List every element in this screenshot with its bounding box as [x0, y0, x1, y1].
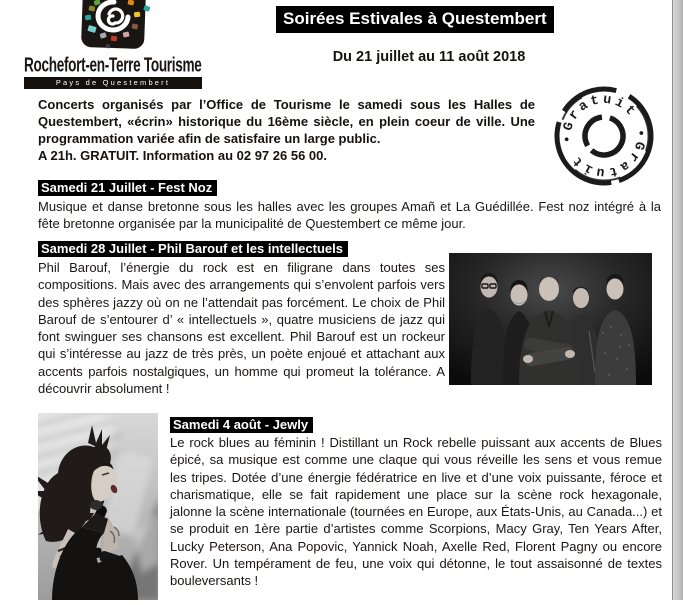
stamp-text: •Gratuit •Gratuit [560, 92, 648, 180]
intro-paragraph [38, 96, 535, 164]
gratuit-stamp-icon [544, 82, 664, 195]
section-heading-jewly: Samedi 4 août - Jewly [170, 417, 313, 433]
photo-jewly-singer [38, 413, 158, 605]
section-body-phil-barouf: Phil Barouf, l’énergie du rock est en filigrane dans toutes ses compositions. Mais avec des arrangements qui s’envolent parfois vers des sphères jazzy où on ne l’attendait pas forcément. Le choix de Phil Barouf de s’entourer d’ « intellectuels », quatre musiciens de jazz qui font swinguer ses chansons est excellent. Phil Barouf est un rockeur qui s’intéresse au jazz de très près, un poète enjoué et attachant aux accents parfois nostalgiques, un homme qui promeut la tolérance. A découvrir absolument ! [38, 260, 445, 397]
tourism-logo-icon [76, 0, 152, 55]
intro-text: Concerts organisés par l’Office de Tourisme le samedi sous les Halles de Questembert, «écrin» historique du 16ème siècle, en plein coeur de ville. Une programmation variée afin de satisfaire un large public. [38, 97, 535, 146]
viewer-edge-gutter [672, 0, 683, 600]
section-body-fest-noz: Musique et danse bretonne sous les halles avec les groupes Amañ et La Guédillée. Fest noz intégré à la fête bretonne organisée par la municipalité de Questembert ce même jour. [38, 199, 661, 232]
section-heading-fest-noz: Samedi 21 Juillet - Fest Noz [38, 180, 217, 196]
org-tagline: Pays de Questembert [24, 77, 202, 89]
section-heading-phil-barouf: Samedi 28 Juillet - Phil Barouf et les intellectuels [38, 241, 348, 257]
page-title: Soirées Estivales à Questembert [276, 6, 554, 33]
org-name: Rochefort-en-Terre Tourisme [24, 54, 202, 77]
intro-contact: A 21h. GRATUIT. Information au 02 97 26 56 00. [38, 148, 327, 163]
section-body-jewly: Le rock blues au féminin ! Distillant un Rock rebelle puissant aux accents de Blues épicé, sa musique est comme une claque qui vous réveille les sens et vous remue les tripes. Dotée d’une énergie fédératrice en live et d’une voix puissante, féroce et charismatique, elle se fait rapidement une place sur la scène rock hexagonale, jalonne la scène internationale (tournées en Europe, aux États-Unis, au Canada...) et se produit en 1ère partie d’artistes comme Scorpions, Macy Gray, Ten Years After, Lucky Peterson, Ana Popovic, Yannick Noah, Axelle Red, Florent Pagny ou encore Rover. Un tempérament de feu, une voix qui détonne, le tout assaisonné de textes bouleversants ! [170, 435, 662, 589]
svg-text:•Gratuit •Gratuit [552, 84, 657, 189]
photo-phil-barouf-band [449, 253, 652, 390]
date-range: Du 21 juillet au 11 août 2018 [332, 49, 526, 65]
